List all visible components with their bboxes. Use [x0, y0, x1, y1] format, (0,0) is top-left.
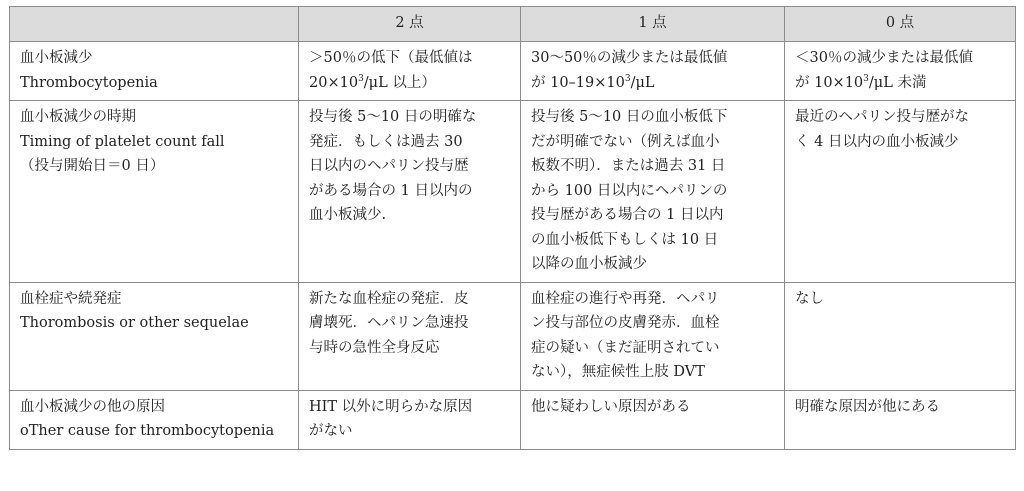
cell-text: がない	[309, 423, 353, 439]
cell-text: 日以内のヘパリン投与歴	[309, 158, 469, 174]
header-2-points: 2 点	[299, 7, 521, 42]
cell-text: 他に疑わしい原因がある	[531, 398, 691, 415]
cell-text-part: が 10–19×10	[531, 74, 625, 91]
cell-text	[531, 71, 776, 96]
header-row	[10, 7, 1016, 42]
cell-text: ＞50％の低下（最低値は	[309, 50, 473, 66]
cell-text: 投与歴がある場合の 1 日以内	[531, 207, 724, 223]
cell-text: 投与後 5～10 日の血小板低下	[531, 109, 728, 125]
row-label-en: Thrombocytopenia	[20, 74, 158, 91]
cell-text: なし	[795, 290, 824, 307]
cell-text: 新たな血栓症の発症．皮	[309, 290, 469, 307]
header-0-points: 0 点	[785, 7, 1016, 42]
row-label	[10, 282, 299, 390]
cell-text-part: が 10×10	[795, 74, 864, 91]
cell-1-point	[521, 282, 785, 390]
row-label-ja: 血小板減少の時期	[20, 109, 136, 125]
cell-text: HIT 以外に明らかな原因	[309, 398, 473, 415]
row-label-en: Timing of platelet count fall	[20, 133, 225, 150]
row-label-sub: （投与開始日＝0 日）	[20, 158, 165, 174]
cell-text: ン投与部位の皮膚発赤．血栓	[531, 315, 720, 331]
cell-text: がある場合の 1 日以内の	[309, 182, 473, 199]
cell-0-points	[785, 42, 1016, 101]
cell-text: ＜30％の減少または最低値	[795, 50, 973, 66]
row-label-ja: 血栓症や続発症	[20, 290, 122, 307]
cell-text: く 4 日以内の血小板減少	[795, 133, 959, 150]
row-label	[10, 42, 299, 101]
cell-1-point	[521, 390, 785, 449]
cell-text: の血小板低下もしくは 10 日	[531, 231, 719, 248]
cell-text-part: /μL 以上）	[363, 74, 436, 91]
cell-2-points	[299, 42, 521, 101]
cell-text	[795, 71, 1007, 96]
cell-text: 板数不明）．または過去 31 日	[531, 158, 726, 174]
cell-0-points	[785, 390, 1016, 449]
cell-0-points	[785, 101, 1016, 283]
row-label-en: oTher cause for thrombocytopenia	[20, 423, 275, 439]
cell-text: 発症．もしくは過去 30	[309, 133, 463, 150]
cell-1-point	[521, 101, 785, 283]
row-label-ja: 血小板減少の他の原因	[20, 398, 165, 415]
superscript: 3	[624, 73, 631, 84]
hit-score-table	[9, 6, 1016, 450]
cell-text: ない），無症候性上肢 DVT	[531, 364, 705, 380]
cell-text: 以降の血小板減少	[531, 256, 647, 272]
superscript: 3	[863, 73, 869, 84]
cell-1-point	[521, 42, 785, 101]
table-row	[10, 390, 1016, 449]
cell-text: 血栓症の進行や再発．ヘパリ	[531, 290, 720, 307]
cell-text: 30～50％の減少または最低値	[531, 50, 728, 66]
superscript: 3	[358, 73, 364, 84]
cell-text: 投与後 5～10 日の明確な	[309, 109, 477, 125]
cell-text-part: /μL	[630, 74, 655, 91]
cell-2-points	[299, 101, 521, 283]
cell-2-points	[299, 390, 521, 449]
table-row	[10, 42, 1016, 101]
cell-text-part: 20×10	[309, 74, 359, 91]
header-blank	[10, 7, 299, 42]
cell-text: 膚壊死．ヘパリン急速投	[309, 315, 469, 331]
cell-text: 与時の急性全身反応	[309, 339, 440, 356]
cell-0-points	[785, 282, 1016, 390]
row-label	[10, 390, 299, 449]
table-row	[10, 101, 1016, 283]
cell-text: 血小板減少.	[309, 207, 387, 223]
row-label-en: Thorombosis or other sequelae	[20, 315, 249, 331]
cell-text: 最近のヘパリン投与歴がな	[795, 109, 969, 125]
cell-text-part: /μL 未満	[868, 74, 927, 91]
row-label-ja: 血小板減少	[20, 50, 93, 66]
cell-2-points	[299, 282, 521, 390]
cell-text: だが明確でない（例えば血小	[531, 133, 720, 150]
cell-text: 症の疑い（まだ証明されてい	[531, 339, 720, 356]
header-1-point: 1 点	[521, 7, 785, 42]
cell-text: 明確な原因が他にある	[795, 398, 940, 415]
table-row	[10, 282, 1016, 390]
cell-text	[309, 71, 512, 96]
cell-text: から 100 日以内にヘパリンの	[531, 182, 728, 199]
row-label	[10, 101, 299, 283]
